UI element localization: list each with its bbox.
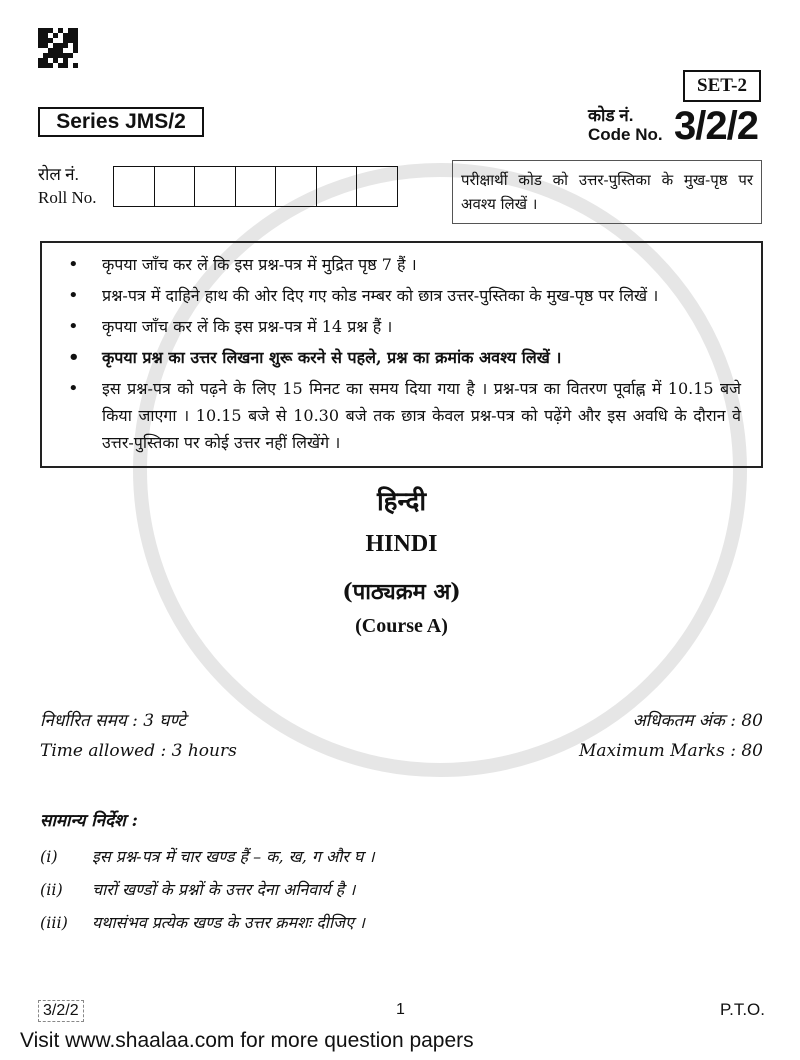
- roll-number-cell[interactable]: [357, 167, 397, 206]
- roll-label-english: Roll No.: [38, 188, 97, 207]
- general-item: [40, 873, 763, 906]
- roll-number-boxes[interactable]: [113, 166, 398, 207]
- main-content: [40, 241, 763, 939]
- roll-number-cell[interactable]: [114, 167, 155, 206]
- code-label-hindi: कोड नं.: [588, 106, 634, 125]
- general-item: [40, 840, 763, 873]
- time-english: Time allowed : 3 hours: [40, 741, 237, 761]
- general-instructions-heading: सामान्य निर्देश :: [40, 811, 138, 831]
- qr-code: [38, 28, 78, 68]
- roll-number-cell[interactable]: [195, 167, 236, 206]
- code-label-english: Code No.: [588, 125, 663, 144]
- instruction-item: • कृपया जाँच कर लें कि इस प्रश्न-पत्र में मुद्रित पृष्ठ 7 हैं ।: [78, 251, 741, 278]
- pto-label: P.T.O.: [719, 1000, 765, 1019]
- meta-row-english: [40, 736, 763, 766]
- qr-module: [73, 63, 78, 68]
- code-number: 3/2/2: [674, 104, 758, 148]
- footer-code: 3/2/2: [38, 1000, 84, 1022]
- subject-english: HINDI: [365, 531, 438, 557]
- item-number: (ii): [40, 880, 63, 899]
- code-label: [588, 106, 663, 144]
- promo-link[interactable]: Visit www.shaalaa.com for more question papers: [20, 1029, 474, 1052]
- item-text: चारों खण्डों के प्रश्नों के उत्तर देना अनिवार्य है ।: [92, 880, 356, 899]
- item-number: (iii): [40, 913, 68, 932]
- general-item: [40, 906, 763, 939]
- course-english: (Course A): [355, 615, 448, 637]
- roll-label-hindi: रोल नं.: [38, 165, 79, 184]
- instruction-item: • प्रश्न-पत्र में दाहिने हाथ की ओर दिए गए कोड नम्बर को छात्र उत्तर-पुस्तिका के मुख-पृष्ठ पर लिखें ।: [78, 282, 741, 309]
- set-badge: SET-2: [683, 70, 761, 102]
- time-hindi: निर्धारित समय : 3 घण्टे: [40, 711, 186, 731]
- subject-hindi: हिन्दी: [376, 487, 427, 517]
- marks-english: Maximum Marks : 80: [578, 741, 763, 761]
- meta-row-hindi: [40, 706, 763, 736]
- item-text: यथासंभव प्रत्येक खण्ड के उत्तर क्रमशः दीजिए ।: [92, 913, 365, 932]
- instruction-item: • कृपया प्रश्न का उत्तर लिखना शुरू करने से पहले, प्रश्न का क्रमांक अवश्य लिखें ।: [78, 344, 741, 371]
- course-hindi: (पाठ्यक्रम अ): [342, 579, 461, 605]
- instruction-item: • कृपया जाँच कर लें कि इस प्रश्न-पत्र में 14 प्रश्न हैं ।: [78, 313, 741, 340]
- series-badge: Series JMS/2: [38, 107, 204, 137]
- item-text: इस प्रश्न-पत्र में चार खण्ड हैं – क, ख, ग और घ ।: [92, 847, 375, 866]
- roll-number-cell[interactable]: [155, 167, 196, 206]
- roll-number-cell[interactable]: [317, 167, 358, 206]
- item-number: (i): [40, 847, 58, 866]
- roll-label: [38, 163, 97, 209]
- roll-number-cell[interactable]: [276, 167, 317, 206]
- marks-hindi: अधिकतम अंक : 80: [632, 711, 763, 731]
- roll-number-cell[interactable]: [236, 167, 277, 206]
- instruction-item: • इस प्रश्न-पत्र को पढ़ने के लिए 15 मिनट का समय दिया गया है । प्रश्न-पत्र का वितरण पूर्वाह्न में 10.15 बजे किया जाएगा । 10.15 बजे से 10.30 बजे तक छात्र केवल प्रश्न-पत्र को पढ़ेंगे और इस अवधि के दौरान वे उत्तर-पुस्तिका पर कोई उत्तर नहीं लिखेंगे ।: [78, 375, 741, 456]
- page-number: 1: [396, 1001, 405, 1018]
- candidate-note: परीक्षार्थी कोड को उत्तर-पुस्तिका के मुख-पृष्ठ पर अवश्य लिखें ।: [452, 160, 762, 224]
- instructions-box: [40, 241, 763, 468]
